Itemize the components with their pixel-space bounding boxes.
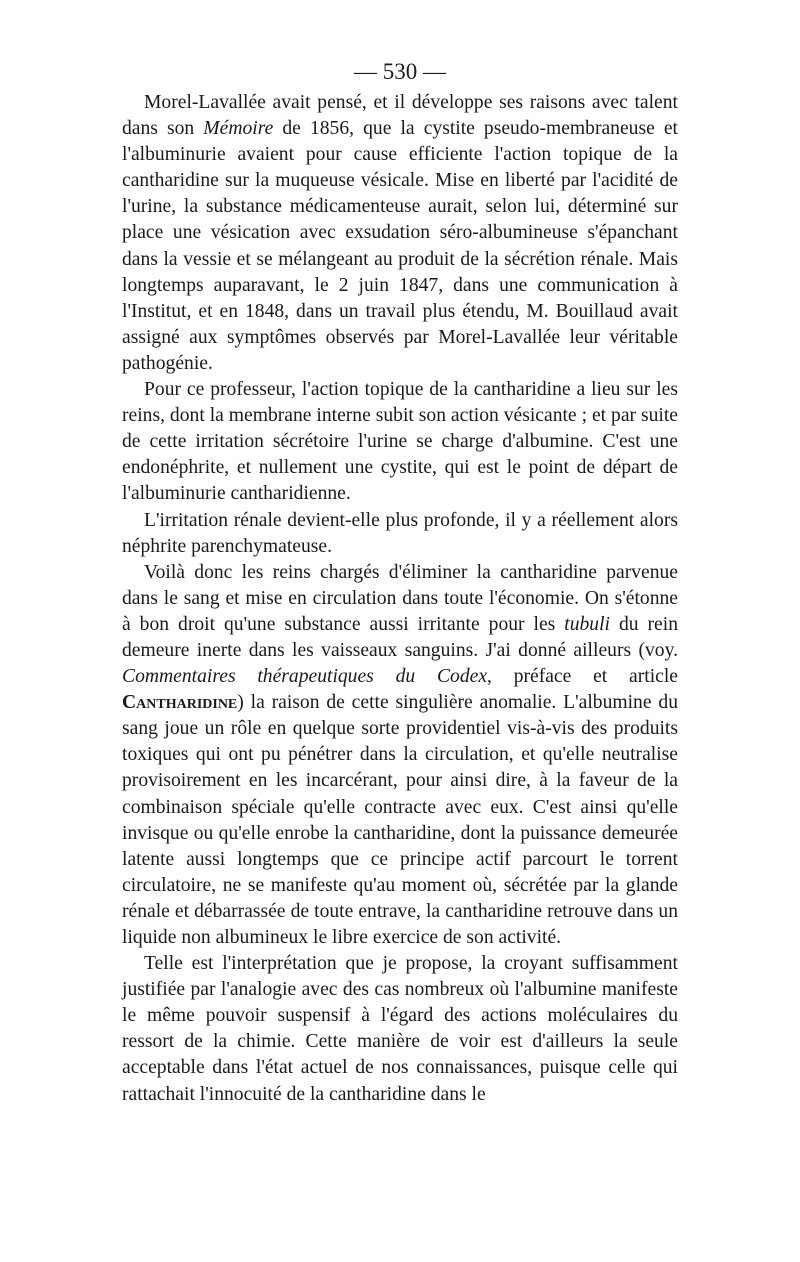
- text-run: Voilà donc les reins chargés d'éliminer la cantharidine parvenue dans le sang et mise en circulation dans toute l'économie. On s'étonne à bon droit qu'une substance aussi irritante pour les: [122, 561, 678, 635]
- text-run: ) la raison de cette singulière anomalie. L'albumine du sang joue un rôle en quelque sorte providentiel vis-à-vis des produits toxiques qui ont pu pénétrer dans la circulation, et qu'elle neutralise provisoirement en les incarcérant, pour ainsi dire, à la faveur de la combinaison spéciale qu'elle contracte avec eux. C'est ainsi qu'elle invisque ou qu'elle enrobe la cantharidine, dont la puissance demeurée latente aussi longtemps que ce principe actif parcourt le torrent circulatoire, ne se manifeste qu'au moment où, sécrétée par la glande rénale et débarrassée de toute entrave, la cantharidine retrouve dans un liquide non albumineux le libre exercice de son activité.: [122, 692, 678, 948]
- italic-memoire: Mémoire: [203, 118, 274, 140]
- paragraph-nephrite: L'irritation rénale devient-elle plus profonde, il y a réellement alors néphrite parenchymateuse.: [122, 509, 678, 557]
- paragraph-elimination: [122, 560, 678, 951]
- italic-commentaires: Commentaires thérapeutiques du Codex: [122, 666, 488, 688]
- text-run: , préface et article: [487, 666, 678, 688]
- book-page: [122, 58, 678, 1108]
- page-number: — 530 —: [354, 59, 446, 84]
- text-run: Morel-Lavallée avait pensé, et il développe ses raisons avec talent dans son: [122, 92, 678, 140]
- paragraph-endonephrite: Pour ce professeur, l'action topique de la cantharidine a lieu sur les reins, dont la membrane interne subit son action vésicante ; et par suite de cette irritation sécrétoire l'urine se charge d'albumine. C'est une endonéphrite, et nullement une cystite, qui est le point de départ de l'albuminurie cantharidienne.: [122, 379, 678, 505]
- smallcaps-cantharidine: Cantharidine: [122, 692, 238, 714]
- text-run: de 1856, que la cystite pseudo-membraneuse et l'albuminurie avaient pour cause efficiente l'action topique de la cantharidine sur la muqueuse vésicale. Mise en liberté par l'acidité de l'urine, la substance médicamenteuse aurait, selon lui, déterminé sur place une vésication avec exsudation séro-albumineuse s'épanchant dans la vessie et se mélangeant au produit de la sécrétion rénale. Mais longtemps auparavant, le 2 juin 1847, dans une communication à l'Institut, et en 1848, dans un travail plus étendu, M. Bouillaud avait assigné aux symptômes observés par Morel-Lavallée leur véritable pathogénie.: [122, 118, 678, 374]
- italic-tubuli: tubuli: [564, 613, 610, 635]
- paragraph-morel-lavallee: [122, 90, 678, 377]
- text-run: du rein demeure inerte dans les vaisseaux sanguins. J'ai donné ailleurs (voy.: [122, 613, 678, 661]
- paragraph-interpretation: Telle est l'interprétation que je propose, la croyant suffisamment justifiée par l'analogie avec des cas nombreux où l'albumine manifeste le même pouvoir suspensif à l'égard des actions moléculaires du ressort de la chimie. Cette manière de voir est d'ailleurs la seule acceptable dans l'état actuel de nos connaissances, puisque celle qui rattachait l'innocuité de la cantharidine dans le: [122, 953, 678, 1105]
